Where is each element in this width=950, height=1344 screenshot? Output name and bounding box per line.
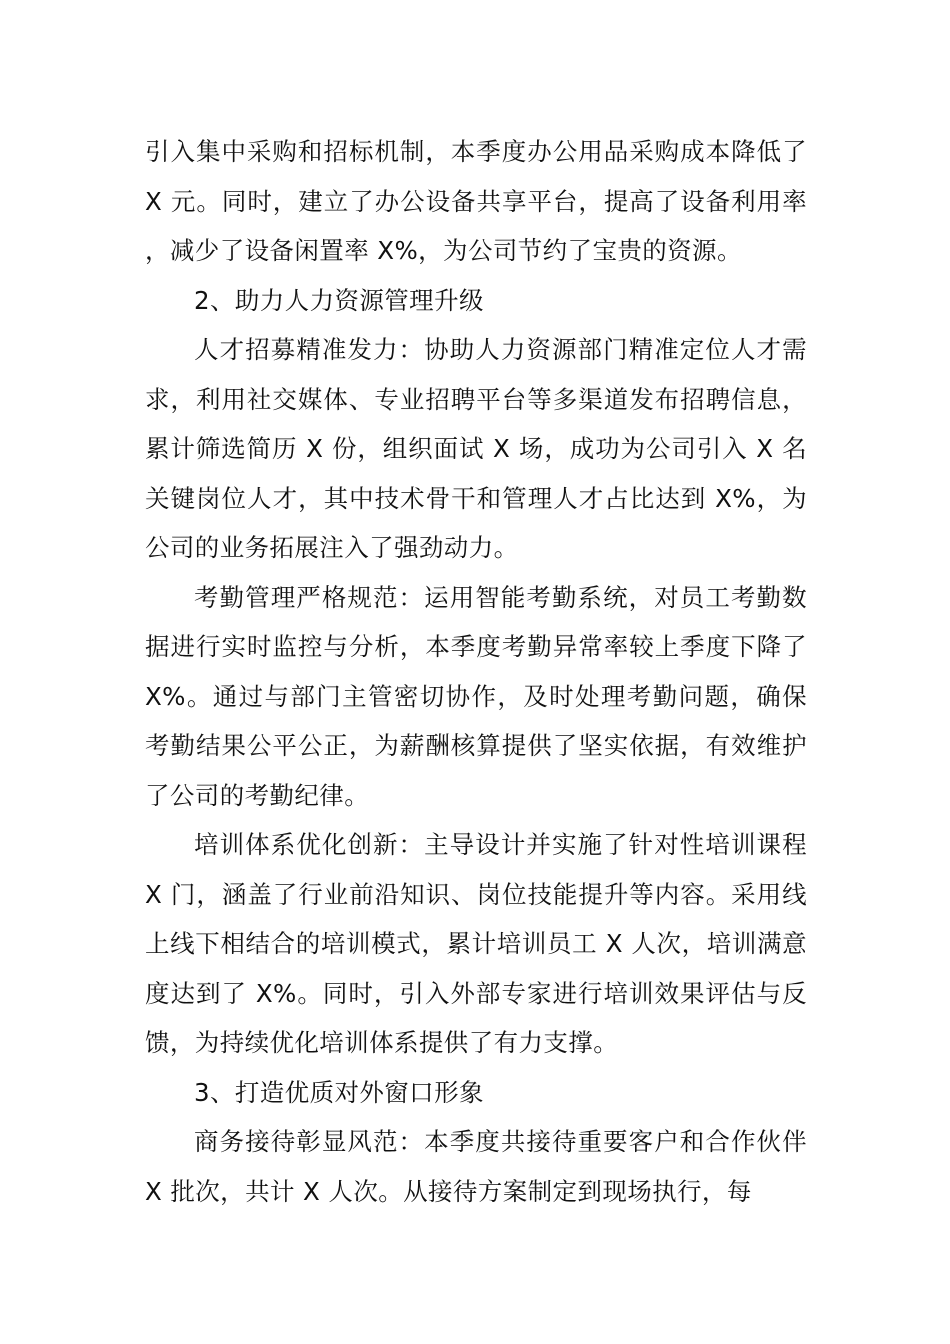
paragraph-training-system: 培训体系优化创新：主导设计并实施了针对性培训课程 X 门，涵盖了行业前沿知识、岗位技能提升等内容。采用线上线下相结合的培训模式，累计培训员工 X 人次，培训满意度达到了 X%。同时，引入外部专家进行培训效果评估与反馈，为持续优化培训体系提供了有力支撑。 bbox=[145, 830, 807, 1057]
paragraph-talent-recruitment: 人才招募精准发力：协助人力资源部门精准定位人才需求，利用社交媒体、专业招聘平台等多渠道发布招聘信息，累计筛选简历 X 份，组织面试 X 场，成功为公司引入 X 名关键岗位人才，其中技术骨干和管理人才占比达到 X%，为公司的业务拓展注入了强劲动力。 bbox=[145, 335, 807, 562]
paragraph-attendance-management: 考勤管理严格规范：运用智能考勤系统，对员工考勤数据进行实时监控与分析，本季度考勤异常率较上季度下降了 X%。通过与部门主管密切协作，及时处理考勤问题，确保考勤结果公平公正，为薪酬核算提供了坚实依据，有效维护了公司的考勤纪律。 bbox=[145, 582, 807, 810]
document-body bbox=[145, 127, 807, 1216]
section-heading-external-image: 3、打造优质对外窗口形象 bbox=[194, 1077, 484, 1107]
paragraph-procurement-continuation: 引入集中采购和招标机制，本季度办公用品采购成本降低了 X 元。同时，建立了办公设备共享平台，提高了设备利用率，减少了设备闲置率 X%，为公司节约了宝贵的资源。 bbox=[145, 137, 807, 265]
paragraph-business-reception: 商务接待彰显风范：本季度共接待重要客户和合作伙伴 X 批次，共计 X 人次。从接待方案制定到现场执行，每 bbox=[145, 1127, 807, 1206]
section-heading-hr-upgrade: 2、助力人力资源管理升级 bbox=[194, 285, 484, 315]
